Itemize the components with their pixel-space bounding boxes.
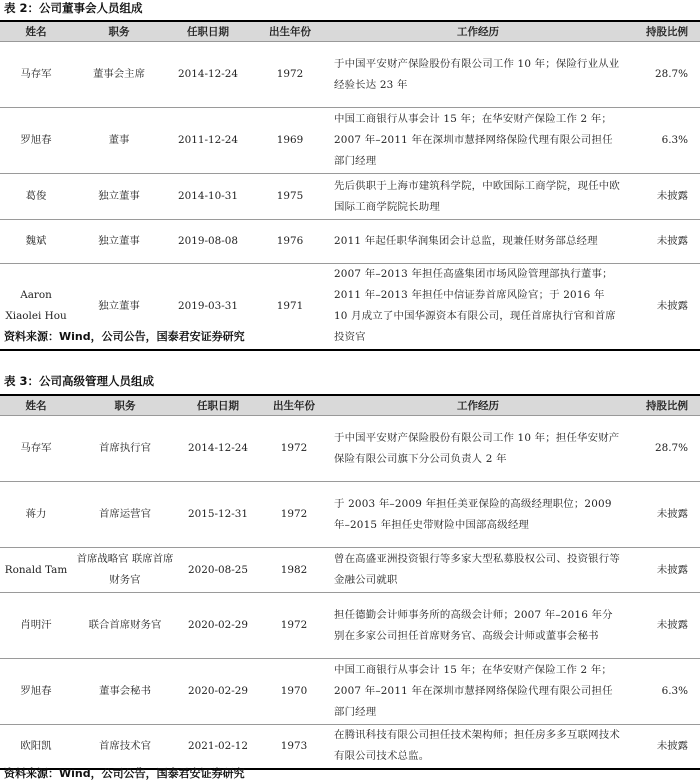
cell-birth-year: 1972	[250, 42, 330, 108]
cell-shareholding: 未披露	[626, 593, 700, 659]
cell-name: 蒋力	[0, 482, 72, 548]
cell-date: 2014-12-24	[178, 416, 258, 482]
cell-birth-year: 1969	[250, 108, 330, 174]
col-header-appointment-date: 任职日期	[178, 395, 258, 416]
col-header-birth-year: 出生年份	[258, 395, 330, 416]
table-row	[0, 108, 700, 174]
col-header-experience: 工作经历	[330, 395, 626, 416]
cell-shareholding: 未披露	[626, 220, 700, 264]
table-row	[0, 416, 700, 482]
cell-birth-year: 1975	[250, 174, 330, 220]
cell-shareholding: 未披露	[626, 482, 700, 548]
cell-name: 罗旭春	[0, 108, 72, 174]
cell-date: 2015-12-31	[178, 482, 258, 548]
cell-position: 董事	[72, 108, 166, 174]
table-row	[0, 220, 700, 264]
cell-position: 联合首席财务官	[72, 593, 178, 659]
cell-experience: 担任德勤会计师事务所的高级会计师；2007 年–2016 年分别在多家公司担任首席财务官、高级会计师或董事会秘书	[330, 593, 626, 659]
table-row	[0, 593, 700, 659]
cell-name: 肖明汗	[0, 593, 72, 659]
cell-position: 首席执行官	[72, 416, 178, 482]
table2-caption: 表 2：公司董事会人员组成	[4, 1, 143, 15]
cell-birth-year: 1976	[250, 220, 330, 264]
cell-position: 董事会主席	[72, 42, 166, 108]
col-header-name: 姓名	[0, 395, 72, 416]
cell-position: 首席战略官 联席首席财务官	[72, 548, 178, 593]
cell-experience: 2011 年起任职华润集团会计总监，现兼任财务部总经理	[330, 220, 626, 264]
cell-name: Ronald Tam	[0, 548, 72, 593]
cell-shareholding: 未披露	[626, 725, 700, 769]
cell-birth-year: 1972	[258, 482, 330, 548]
cell-position: 首席运营官	[72, 482, 178, 548]
cell-birth-year: 1972	[258, 416, 330, 482]
col-header-name: 姓名	[0, 21, 72, 42]
table2-source-note: 资料来源：Wind，公司公告，国泰君安证券研究	[4, 330, 245, 343]
cell-date: 2011-12-24	[166, 108, 250, 174]
cell-date: 2019-03-31	[166, 264, 250, 350]
table-header-row	[0, 395, 700, 416]
cell-name: Aaron Xiaolei Hou	[0, 264, 72, 350]
cell-name: 魏斌	[0, 220, 72, 264]
cell-name: 葛俊	[0, 174, 72, 220]
cell-experience: 中国工商银行从事会计 15 年；在华安财产保险工作 2 年；2007 年–2011 年在深圳市慧择网络保险代理有限公司担任部门经理	[330, 659, 626, 725]
cell-position: 独立董事	[72, 174, 166, 220]
cell-date: 2020-08-25	[178, 548, 258, 593]
col-header-position: 职务	[72, 395, 178, 416]
cell-experience: 于中国平安财产保险股份有限公司工作 10 年；担任华安财产保险有限公司旗下分公司负责人 2 年	[330, 416, 626, 482]
table-row	[0, 548, 700, 593]
cell-position: 独立董事	[72, 220, 166, 264]
cell-birth-year: 1973	[258, 725, 330, 769]
cell-shareholding: 28.7%	[626, 42, 700, 108]
cell-shareholding: 未披露	[626, 264, 700, 350]
cell-birth-year: 1971	[250, 264, 330, 350]
cell-birth-year: 1970	[258, 659, 330, 725]
cell-experience: 于中国平安财产保险股份有限公司工作 10 年；保险行业从业经验长达 23 年	[330, 42, 626, 108]
table-row	[0, 659, 700, 725]
cell-name: 马存军	[0, 42, 72, 108]
management-table	[0, 394, 700, 770]
board-table	[0, 20, 700, 351]
table3-caption: 表 3：公司高级管理人员组成	[4, 374, 155, 388]
cell-experience: 先后供职于上海市建筑科学院，中欧国际工商学院，现任中欧国际工商学院院长助理	[330, 174, 626, 220]
cell-date: 2021-02-12	[178, 725, 258, 769]
col-header-experience: 工作经历	[330, 21, 626, 42]
cell-date: 2020-02-29	[178, 593, 258, 659]
cell-name: 马存军	[0, 416, 72, 482]
table-row	[0, 174, 700, 220]
col-header-position: 职务	[72, 21, 166, 42]
table-header-row	[0, 21, 700, 42]
cell-shareholding: 6.3%	[626, 108, 700, 174]
table3-source-note: 资料来源：Wind，公司公告，国泰君安证券研究	[4, 767, 245, 780]
cell-experience: 在腾讯科技有限公司担任技术架构师；担任房多多互联网技术有限公司技术总监。	[330, 725, 626, 769]
cell-date: 2014-12-24	[166, 42, 250, 108]
col-header-shareholding: 持股比例	[626, 21, 700, 42]
cell-shareholding: 28.7%	[626, 416, 700, 482]
table-row	[0, 42, 700, 108]
cell-position: 独立董事	[72, 264, 166, 350]
col-header-birth-year: 出生年份	[250, 21, 330, 42]
cell-birth-year: 1982	[258, 548, 330, 593]
table-row	[0, 725, 700, 769]
cell-experience: 曾在高盛亚洲投资银行等多家大型私募股权公司、投资银行等金融公司就职	[330, 548, 626, 593]
cell-date: 2020-02-29	[178, 659, 258, 725]
col-header-shareholding: 持股比例	[626, 395, 700, 416]
cell-experience: 中国工商银行从事会计 15 年；在华安财产保险工作 2 年；2007 年–2011 年在深圳市慧择网络保险代理有限公司担任部门经理	[330, 108, 626, 174]
cell-experience: 2007 年–2013 年担任高盛集团市场风险管理部执行董事；2011 年–2013 年担任中信证券首席风险官；于 2016 年 10 月成立了中国华源资本有限公司，现任首席执行官和首席投资官	[330, 264, 626, 350]
table-row	[0, 482, 700, 548]
cell-name: 欧阳凯	[0, 725, 72, 769]
cell-date: 2014-10-31	[166, 174, 250, 220]
cell-shareholding: 未披露	[626, 548, 700, 593]
cell-shareholding: 未披露	[626, 174, 700, 220]
cell-birth-year: 1972	[258, 593, 330, 659]
cell-position: 首席技术官	[72, 725, 178, 769]
col-header-appointment-date: 任职日期	[166, 21, 250, 42]
cell-date: 2019-08-08	[166, 220, 250, 264]
cell-name: 罗旭春	[0, 659, 72, 725]
cell-position: 董事会秘书	[72, 659, 178, 725]
cell-experience: 于 2003 年–2009 年担任美亚保险的高级经理职位；2009 年–2015 年担任史带财险中国部高级经理	[330, 482, 626, 548]
cell-shareholding: 6.3%	[626, 659, 700, 725]
